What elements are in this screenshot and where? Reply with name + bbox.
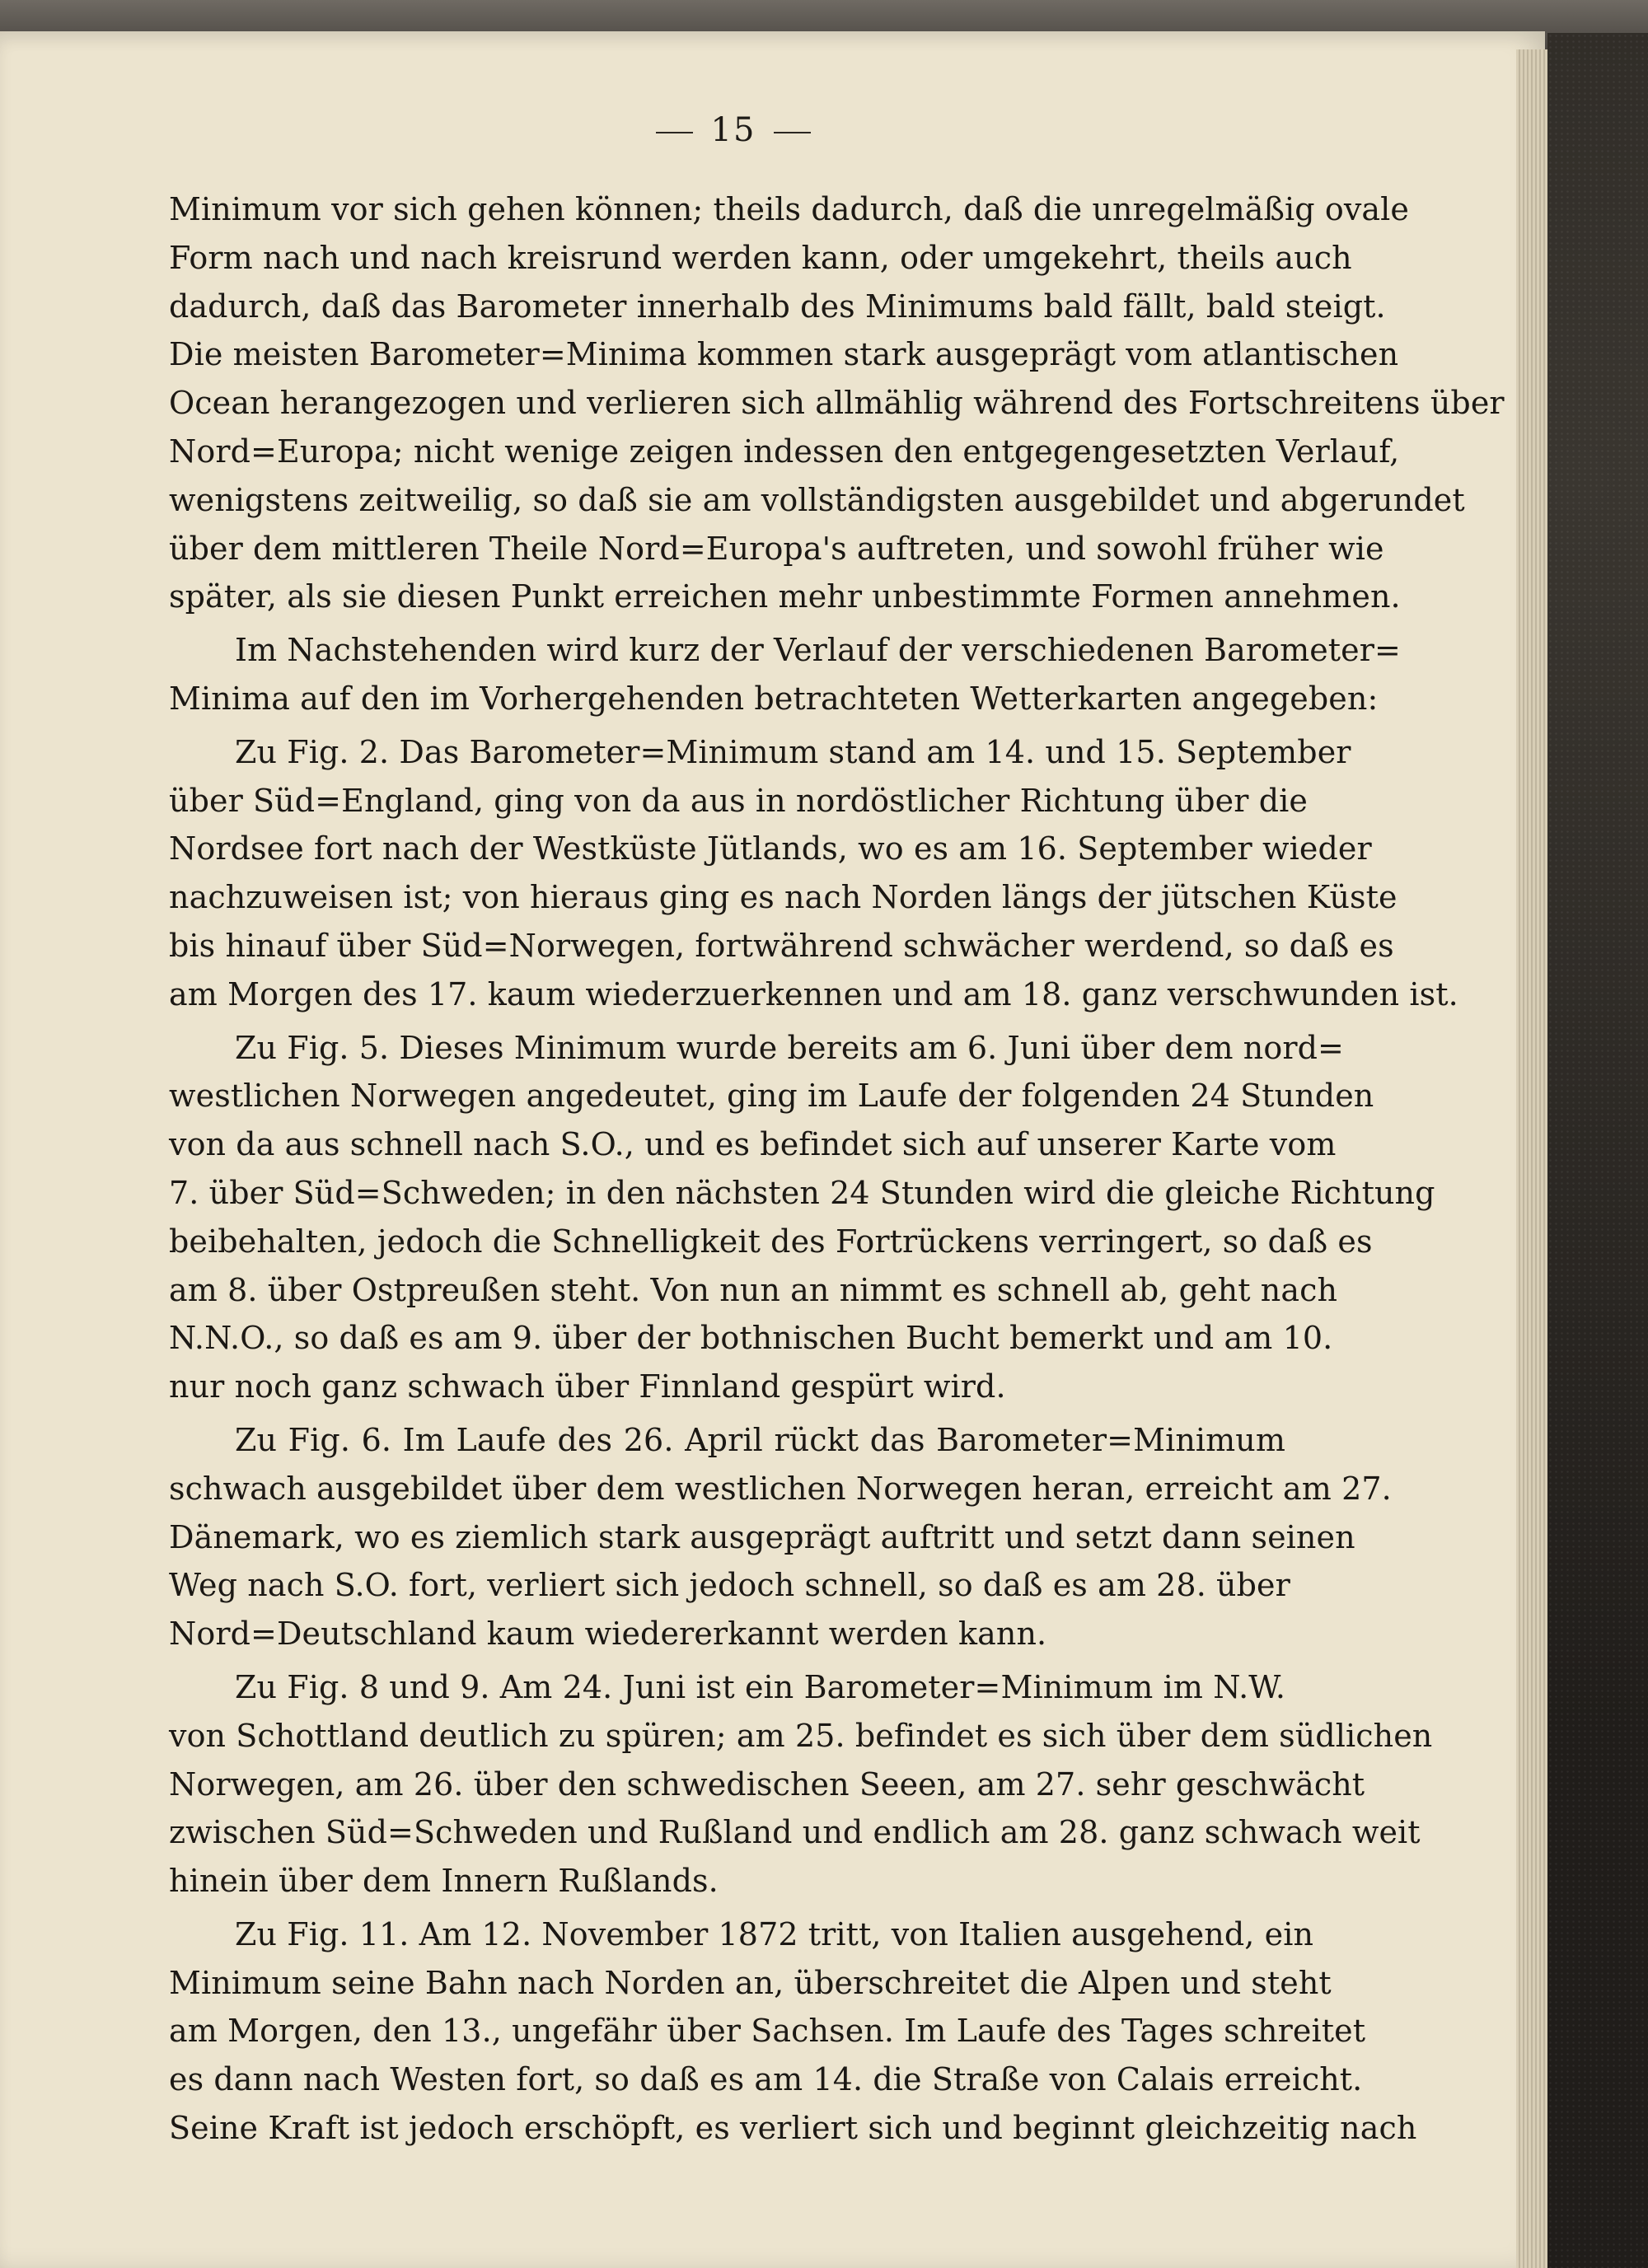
paragraph: [169, 1024, 1435, 1411]
text-line: über dem mittleren Theile Nord=Europa's auftreten, und sowohl früher wie: [169, 530, 1384, 567]
text-line: Nordsee fort nach der Westküste Jütlands, wo es am 16. September wieder: [169, 830, 1372, 867]
text-line: wenigstens zeitweilig, so daß sie am vollständigsten ausgebildet und abgerundet: [169, 481, 1465, 518]
text-line: Weg nach S.O. fort, verliert sich jedoch schnell, so daß es am 28. über: [169, 1567, 1290, 1604]
text-line: Zu Fig. 5. Dieses Minimum wurde bereits am 6. Juni über dem nord=: [235, 1029, 1344, 1066]
paragraph: [169, 1663, 1433, 1906]
text-line: N.N.O., so daß es am 9. über der bothnischen Bucht bemerkt und am 10.: [169, 1320, 1333, 1357]
text-line: Im Nachstehenden wird kurz der Verlauf der verschiedenen Barometer=: [235, 632, 1401, 669]
text-line: Zu Fig. 2. Das Barometer=Minimum stand am 14. und 15. September: [235, 733, 1351, 770]
text-line: Nord=Deutschland kaum wiedererkannt werden kann.: [169, 1616, 1047, 1653]
paragraph: [169, 626, 1401, 723]
text-line: Seine Kraft ist jedoch erschöpft, es verliert sich und beginnt gleichzeitig nach: [169, 2110, 1417, 2147]
text-line: Zu Fig. 8 und 9. Am 24. Juni ist ein Barometer=Minimum im N.W.: [235, 1668, 1285, 1705]
page-number: 15: [710, 111, 756, 149]
page-edges: [1516, 49, 1547, 2268]
text-line: später, als sie diesen Punkt erreichen mehr unbestimmte Formen annehmen.: [169, 578, 1401, 615]
paragraph: [169, 185, 1505, 621]
header-dash-right: [774, 132, 811, 133]
text-line: am Morgen des 17. kaum wiederzuerkennen und am 18. ganz verschwunden ist.: [169, 975, 1458, 1012]
header-dash-left: [656, 132, 693, 133]
paragraph: [169, 728, 1458, 1019]
text-line: zwischen Süd=Schweden und Rußland und endlich am 28. ganz schwach weit: [169, 1814, 1421, 1851]
text-line: Die meisten Barometer=Minima kommen stark ausgeprägt vom atlantischen: [169, 336, 1399, 373]
text-line: am 8. über Ostpreußen steht. Von nun an nimmt es schnell ab, geht nach: [169, 1271, 1338, 1308]
text-line: bis hinauf über Süd=Norwegen, fortwährend schwächer werdend, so daß es: [169, 927, 1394, 964]
text-line: nachzuweisen ist; von hieraus ging es nach Norden längs der jütschen Küste: [169, 879, 1398, 916]
text-line: es dann nach Westen fort, so daß es am 14. die Straße von Calais erreicht.: [169, 2061, 1363, 2098]
text-line: beibehalten, jedoch die Schnelligkeit des Fortrückens verringert, so daß es: [169, 1223, 1373, 1260]
text-line: 7. über Süd=Schweden; in den nächsten 24 Stunden wird die gleiche Richtung: [169, 1174, 1435, 1211]
page-header: [0, 111, 1467, 149]
text-line: Zu Fig. 6. Im Laufe des 26. April rückt das Barometer=Minimum: [235, 1421, 1285, 1458]
text-line: nur noch ganz schwach über Finnland gespürt wird.: [169, 1368, 1006, 1405]
text-line: Norwegen, am 26. über den schwedischen Seeen, am 27. sehr geschwächt: [169, 1765, 1365, 1803]
paragraph: [169, 1416, 1392, 1658]
text-line: Ocean herangezogen und verlieren sich allmählig während des Fortschreitens über: [169, 385, 1505, 422]
text-line: Minima auf den im Vorhergehenden betrachteten Wetterkarten angegeben:: [169, 680, 1379, 717]
text-line: von da aus schnell nach S.O., und es befindet sich auf unserer Karte vom: [169, 1126, 1337, 1163]
text-line: dadurch, daß das Barometer innerhalb des Minimums bald fällt, bald steigt.: [169, 288, 1386, 325]
text-line: am Morgen, den 13., ungefähr über Sachsen. Im Laufe des Tages schreitet: [169, 2013, 1366, 2050]
paragraph: [169, 1910, 1417, 2153]
text-line: schwach ausgebildet über dem westlichen Norwegen heran, erreicht am 27.: [169, 1470, 1392, 1507]
body-text: [169, 185, 1505, 2153]
text-line: über Süd=England, ging von da aus in nordöstlicher Richtung über die: [169, 782, 1308, 819]
text-line: Form nach und nach kreisrund werden kann, oder umgekehrt, theils auch: [169, 239, 1352, 276]
text-line: Minimum seine Bahn nach Norden an, überschreitet die Alpen und steht: [169, 1964, 1332, 2001]
text-line: hinein über dem Innern Rußlands.: [169, 1863, 719, 1900]
book-cover: [1547, 33, 1648, 2268]
text-line: Nord=Europa; nicht wenige zeigen indessen den entgegengesetzten Verlauf,: [169, 433, 1400, 470]
text-line: Zu Fig. 11. Am 12. November 1872 tritt, von Italien ausgehend, ein: [235, 1915, 1314, 1952]
text-line: von Schottland deutlich zu spüren; am 25. befindet es sich über dem südlichen: [169, 1717, 1433, 1754]
text-line: Minimum vor sich gehen können; theils dadurch, daß die unregelmäßig ovale: [169, 191, 1410, 227]
text-line: Dänemark, wo es ziemlich stark ausgeprägt auftritt und setzt dann seinen: [169, 1518, 1355, 1555]
text-line: westlichen Norwegen angedeutet, ging im Laufe der folgenden 24 Stunden: [169, 1078, 1374, 1115]
